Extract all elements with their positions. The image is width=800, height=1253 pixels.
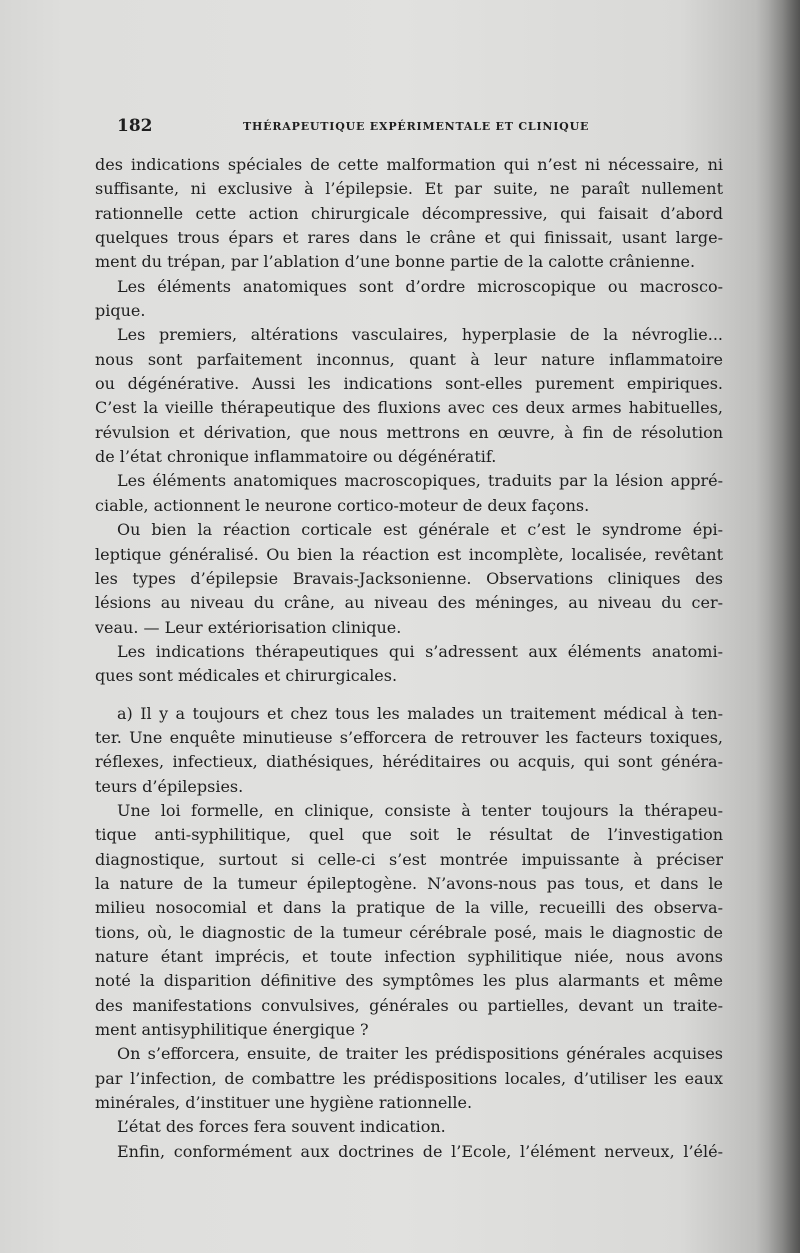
text-line: Les éléments anatomiques macroscopiques, traduits par la lésion appré- <box>117 471 723 491</box>
text-line: milieu nosocomial et dans la pratique de la ville, recueilli des observa- <box>95 898 723 918</box>
text-line: rationnelle cette action chirurgicale décompressive, qui faisait d’abord <box>95 203 723 223</box>
text-line: les types d’épilepsie Bravais-Jacksonienne. Observations cliniques des <box>95 568 723 588</box>
text-line: noté la disparition définitive des symptômes les plus alarmants et même <box>95 971 723 991</box>
text-line: leptique généralisé. Ou bien la réaction est incomplète, localisée, revêtant <box>95 544 723 564</box>
text-line: réflexes, infectieux, diathésiques, héréditaires ou acquis, qui sont généra- <box>95 752 723 772</box>
text-line: ciable, actionnent le neurone cortico-moteur de deux façons. <box>95 495 590 515</box>
text-line: Les éléments anatomiques sont d’ordre microscopique ou macrosco- <box>117 276 723 296</box>
text-line: ou dégénérative. Aussi les indications sont-elles purement empiriques. <box>95 374 723 394</box>
running-title: THÉRAPEUTIQUE EXPÉRIMENTALE ET CLINIQUE <box>243 120 590 133</box>
text-line: ques sont médicales et chirurgicales. <box>95 666 398 686</box>
text-line: lésions au niveau du crâne, au niveau des méninges, au niveau du cer- <box>95 593 723 613</box>
text-line: minérales, d’instituer une hygiène rationnelle. <box>95 1093 473 1113</box>
text-line: L’état des forces fera souvent indication. <box>117 1117 446 1137</box>
text-line: révulsion et dérivation, que nous mettrons en œuvre, à fin de résolution <box>95 422 723 442</box>
text-line: C’est la vieille thérapeutique des fluxions avec ces deux armes habituelles, <box>95 398 723 418</box>
text-line: Enfin, conformément aux doctrines de l’Ecole, l’élément nerveux, l’élé- <box>117 1141 723 1161</box>
text-line: ment antisyphilitique énergique ? <box>95 1020 369 1040</box>
text-line: On s’efforcera, ensuite, de traiter les prédispositions générales acquises <box>117 1044 723 1064</box>
text-line: des indications spéciales de cette malformation qui n’est ni nécessaire, ni <box>95 155 723 174</box>
text-line: a) Il y a toujours et chez tous les malades un traitement médical à ten- <box>117 703 723 723</box>
text-line: ter. Une enquête minutieuse s’efforcera de retrouver les facteurs toxiques, <box>95 727 723 747</box>
text-line: tique anti-syphilitique, quel que soit le résultat de l’investigation <box>95 825 723 845</box>
text-line: de l’état chronique inflammatoire ou dégénératif. <box>95 447 497 467</box>
page-number: 182 <box>117 116 153 136</box>
text-line: diagnostique, surtout si celle-ci s’est montrée impuissante à préciser <box>95 849 723 869</box>
text-line: la nature de la tumeur épileptogène. N’avons-nous pas tous, et dans le <box>95 873 723 893</box>
text-line: Les premiers, altérations vasculaires, hyperplasie de la névroglie... <box>117 325 723 345</box>
text-line: tions, où, le diagnostic de la tumeur cérébrale posé, mais le diagnostic de <box>95 922 723 942</box>
text-line: pique. <box>95 301 146 321</box>
text-line: suffisante, ni exclusive à l’épilepsie. Et par suite, ne paraît nullement <box>95 179 723 199</box>
text-line: des manifestations convulsives, générales ou partielles, devant un traite- <box>95 995 723 1015</box>
text-line: teurs d’épilepsies. <box>95 776 244 796</box>
binding-shadow <box>756 0 800 1253</box>
text-line: Une loi formelle, en clinique, consiste à tenter toujours la thérapeu- <box>117 800 723 820</box>
body-text <box>95 153 723 1164</box>
text-line: veau. — Leur extériorisation clinique. <box>95 617 402 637</box>
text-line: ment du trépan, par l’ablation d’une bonne partie de la calotte crânienne. <box>95 252 696 272</box>
text-line: Les indications thérapeutiques qui s’adressent aux éléments anatomi- <box>117 641 723 661</box>
text-line: nous sont parfaitement inconnus, quant à leur nature inflammatoire <box>95 349 723 369</box>
text-line: Ou bien la réaction corticale est générale et c’est le syndrome épi- <box>117 520 723 540</box>
text-line: quelques trous épars et rares dans le crâne et qui finissait, usant large- <box>95 228 723 248</box>
page-header <box>117 116 722 140</box>
text-line: nature étant imprécis, et toute infection syphilitique niée, nous avons <box>95 947 723 966</box>
text-line: par l’infection, de combattre les prédispositions locales, d’utiliser les eaux <box>95 1068 723 1088</box>
